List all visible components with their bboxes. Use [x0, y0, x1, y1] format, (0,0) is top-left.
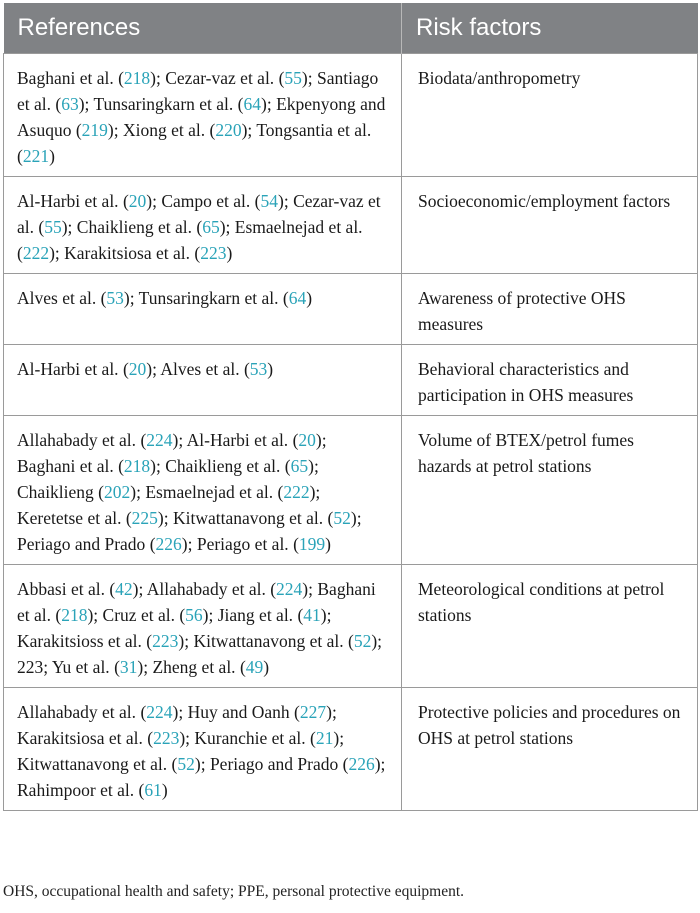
reference-item: Esmaelnejad et al. (222);: [145, 482, 321, 502]
reference-item: Karakitsiosa et al. (223);: [17, 728, 195, 748]
table-body: [4, 54, 698, 811]
reference-author: Allahabady et al.: [17, 430, 137, 450]
reference-author: Abbasi et al.: [17, 579, 105, 599]
reference-author: Kitwattanavong et al.: [193, 631, 344, 651]
citation-link[interactable]: 41: [303, 605, 321, 625]
references-cell: [4, 345, 402, 416]
reference-item: Tunsaringkarn et al. (64): [138, 288, 313, 308]
risk-factor-cell: Meteorological conditions at petrol stations: [402, 565, 698, 688]
reference-author: Kitwattanavong et al.: [172, 508, 324, 528]
citation-link[interactable]: 218: [123, 456, 151, 476]
risk-factor-cell: Behavioral characteristics and participation in OHS measures: [402, 345, 698, 416]
citation-link[interactable]: 225: [131, 508, 158, 528]
header-risk-factors: Risk factors: [402, 3, 698, 54]
reference-author: Chaiklieng: [17, 482, 94, 502]
reference-item: Huy and Oanh (227);: [187, 702, 337, 722]
reference-author: Esmaelnejad et al.: [234, 217, 363, 237]
citation-link[interactable]: 31: [119, 657, 138, 677]
reference-author: Chaiklieng et al.: [165, 456, 281, 476]
reference-author: Baghani et al.: [17, 456, 114, 476]
reference-item: Kitwattanavong et al. (52);: [17, 754, 210, 774]
reference-item: Kuranchie et al. (21);: [194, 728, 345, 748]
citation-link[interactable]: 52: [353, 631, 372, 651]
reference-author: Alves et al.: [160, 359, 240, 379]
reference-author: Cezar-vaz et al.: [165, 68, 275, 88]
reference-author: Yu et al.: [51, 657, 110, 677]
reference-author: Esmaelnejad et al.: [145, 482, 274, 502]
reference-item: Alves et al. (53): [160, 359, 274, 379]
citation-link[interactable]: 20: [128, 359, 147, 379]
reference-author: Periago and Prado: [209, 754, 339, 774]
reference-item: Alves et al. (53);: [17, 288, 139, 308]
reference-item: Xiong et al. (220);: [122, 120, 257, 140]
reference-item: Chaiklieng (202);: [17, 482, 146, 502]
reference-item: Kitwattanavong et al. (52);: [193, 631, 383, 651]
citation-link[interactable]: 223: [200, 243, 227, 263]
reference-author: Kitwattanavong et al.: [17, 754, 168, 774]
risk-factor-cell: Socioeconomic/employment factors: [402, 177, 698, 274]
citation-link[interactable]: 65: [202, 217, 220, 237]
reference-item: Al-Harbi et al. (20);: [186, 430, 327, 450]
reference-item: Zheng et al. (49): [152, 657, 270, 677]
reference-author: Tunsaringkarn et al.: [93, 94, 234, 114]
risk-factor-cell: Biodata/anthropometry: [402, 54, 698, 177]
reference-author: Huy and Oanh: [187, 702, 290, 722]
citation-link[interactable]: 49: [245, 657, 264, 677]
risk-factor-cell: Protective policies and procedures on OHS at petrol stations: [402, 688, 698, 811]
table-header: [4, 3, 698, 54]
citation-link[interactable]: 224: [146, 702, 173, 722]
references-table-container: [3, 3, 697, 811]
citation-link[interactable]: 56: [185, 605, 203, 625]
reference-author: Periago et al.: [196, 534, 289, 554]
citation-link[interactable]: 55: [284, 68, 302, 88]
reference-author: Campo et al.: [161, 191, 251, 211]
reference-author: Zheng et al.: [152, 657, 236, 677]
table-row: [4, 565, 698, 688]
reference-author: Cruz et al.: [102, 605, 175, 625]
reference-item: Periago et al. (199): [196, 534, 331, 554]
reference-item: Karakitsiosa et al. (223): [64, 243, 233, 263]
citation-link[interactable]: 20: [298, 430, 316, 450]
citation-link[interactable]: 218: [123, 68, 151, 88]
citation-link[interactable]: 222: [283, 482, 310, 502]
table-row: [4, 274, 698, 345]
table-row: [4, 54, 698, 177]
citation-link[interactable]: 226: [155, 534, 182, 554]
citation-link[interactable]: 223: [152, 631, 179, 651]
citation-link[interactable]: 61: [144, 780, 162, 800]
reference-author: Chaiklieng et al.: [76, 217, 192, 237]
references-cell: [4, 688, 402, 811]
reference-item: Santiago et al. (63);: [17, 68, 379, 114]
citation-link[interactable]: 223: [153, 728, 180, 748]
reference-item: Tunsaringkarn et al. (64);: [93, 94, 277, 114]
reference-item: Baghani et al. (218);: [17, 579, 376, 625]
references-cell: [4, 565, 402, 688]
citation-link[interactable]: 199: [298, 534, 326, 554]
reference-item: Al-Harbi et al. (20);: [17, 359, 161, 379]
reference-author: Cezar-vaz et al.: [17, 191, 381, 237]
citation-link[interactable]: 54: [260, 191, 278, 211]
reference-item: Jiang et al. (41);: [217, 605, 332, 625]
table-row: [4, 688, 698, 811]
reference-item: Keretetse et al. (225);: [17, 508, 173, 528]
header-row: [4, 3, 698, 54]
table-row: [4, 416, 698, 565]
reference-author: Keretetse et al.: [17, 508, 122, 528]
reference-author: Al-Harbi et al.: [186, 430, 289, 450]
reference-item: Tongsantia et al. (221): [17, 120, 372, 166]
reference-author: Al-Harbi et al.: [17, 359, 119, 379]
reference-item: 223;: [17, 657, 52, 677]
risk-factor-cell: Awareness of protective OHS measures: [402, 274, 698, 345]
reference-author: Karakitsioss et al.: [17, 631, 142, 651]
citation-link[interactable]: 20: [128, 191, 147, 211]
citation-link[interactable]: 226: [348, 754, 375, 774]
reference-item: Cezar-vaz et al. (55);: [17, 191, 381, 237]
citation-link[interactable]: 227: [299, 702, 327, 722]
reference-item: Ekpenyong and Asuquo (219);: [17, 94, 386, 140]
reference-author: Santiago et al.: [17, 68, 379, 114]
reference-author: Allahabady et al.: [146, 579, 266, 599]
reference-item: Cruz et al. (56);: [102, 605, 218, 625]
citation-link[interactable]: 222: [22, 243, 50, 263]
reference-item: Allahabady et al. (224);: [146, 579, 318, 599]
reference-item: Baghani et al. (218);: [17, 456, 166, 476]
citation-link[interactable]: 219: [81, 120, 108, 140]
citation-link[interactable]: 221: [22, 146, 50, 166]
references-cell: [4, 274, 402, 345]
risk-factor-cell: Volume of BTEX/petrol fumes hazards at petrol stations: [402, 416, 698, 565]
reference-author: Baghani et al.: [17, 579, 376, 625]
reference-item: Allahabady et al. (224);: [17, 702, 188, 722]
reference-item: Esmaelnejad et al. (222);: [17, 217, 363, 263]
reference-author: Baghani et al.: [17, 68, 114, 88]
citation-link[interactable]: 65: [290, 456, 309, 476]
reference-author: Xiong et al.: [122, 120, 206, 140]
reference-author: Tunsaringkarn et al.: [138, 288, 279, 308]
citation-link[interactable]: 21: [315, 728, 334, 748]
table-row: [4, 345, 698, 416]
reference-item: Chaiklieng et al. (65);: [76, 217, 235, 237]
citation-link[interactable]: 202: [104, 482, 131, 502]
citation-link[interactable]: 224: [146, 430, 173, 450]
reference-author: Tongsantia et al.: [256, 120, 372, 140]
references-cell: [4, 177, 402, 274]
header-references: References: [4, 3, 402, 54]
reference-author: Rahimpoor et al.: [17, 780, 135, 800]
reference-author: Karakitsiosa et al.: [64, 243, 191, 263]
reference-item: Allahabady et al. (224);: [17, 430, 187, 450]
citation-link[interactable]: 218: [61, 605, 88, 625]
reference-item: Campo et al. (54);: [161, 191, 294, 211]
citation-link[interactable]: 63: [61, 94, 79, 114]
reference-author: Periago and Prado: [17, 534, 146, 554]
citation-link[interactable]: 224: [276, 579, 303, 599]
references-table: [3, 3, 698, 811]
reference-author: Allahabady et al.: [17, 702, 137, 722]
reference-item: Al-Harbi et al. (20);: [17, 191, 162, 211]
reference-item: Periago and Prado (226);: [209, 754, 386, 774]
reference-author: 223: [17, 657, 44, 677]
reference-author: Karakitsiosa et al.: [17, 728, 143, 748]
reference-author: Ekpenyong and Asuquo: [17, 94, 386, 140]
citation-link[interactable]: 64: [288, 288, 307, 308]
reference-author: Jiang et al.: [217, 605, 294, 625]
references-cell: [4, 54, 402, 177]
reference-item: Chaiklieng et al. (65);: [165, 456, 319, 476]
citation-link[interactable]: 52: [333, 508, 351, 528]
citation-link[interactable]: 42: [115, 579, 133, 599]
reference-item: Rahimpoor et al. (61): [17, 780, 168, 800]
reference-item: Abbasi et al. (42);: [17, 579, 147, 599]
references-cell: [4, 416, 402, 565]
reference-item: Cezar-vaz et al. (55);: [165, 68, 317, 88]
reference-item: Baghani et al. (218);: [17, 68, 166, 88]
reference-item: Kitwattanavong et al. (52);: [172, 508, 362, 528]
citation-link[interactable]: 55: [44, 217, 62, 237]
citation-link[interactable]: 53: [106, 288, 124, 308]
table-row: [4, 177, 698, 274]
reference-item: Periago and Prado (226);: [17, 534, 197, 554]
reference-author: Alves et al.: [17, 288, 97, 308]
reference-author: Kuranchie et al.: [194, 728, 306, 748]
table-footnote: OHS, occupational health and safety; PPE, personal protective equipment.: [3, 883, 465, 900]
reference-item: Yu et al. (31);: [51, 657, 153, 677]
citation-link[interactable]: 64: [243, 94, 261, 114]
reference-item: Karakitsioss et al. (223);: [17, 631, 194, 651]
reference-author: Al-Harbi et al.: [17, 191, 119, 211]
citation-link[interactable]: 52: [177, 754, 195, 774]
citation-link[interactable]: 53: [249, 359, 268, 379]
citation-link[interactable]: 220: [215, 120, 242, 140]
